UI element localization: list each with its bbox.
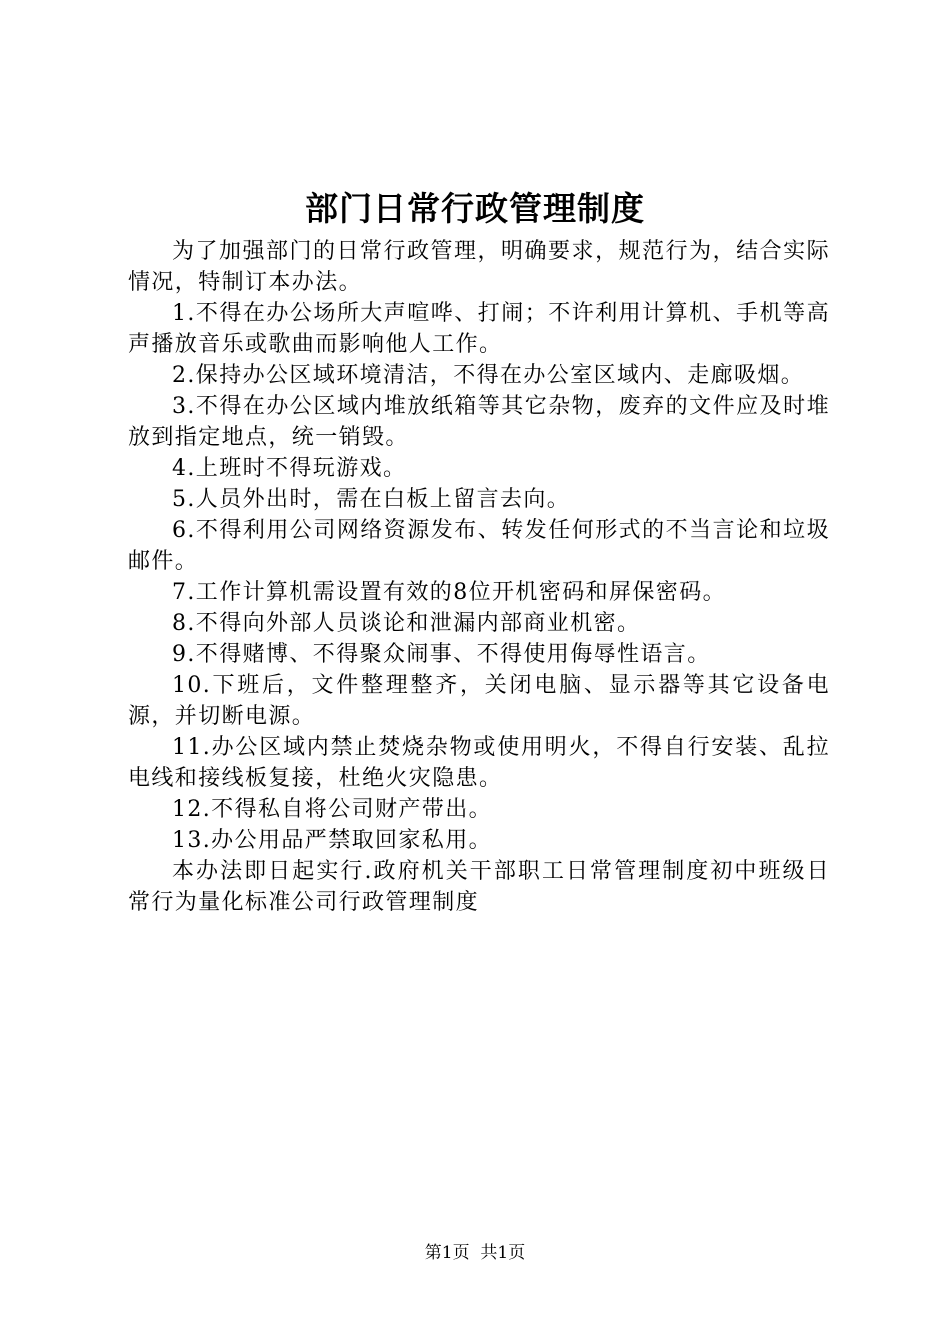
closing-paragraph: 本办法即日起实行.政府机关干部职工日常管理制度初中班级日常行为量化标准公司行政管理制度 (128, 859, 830, 915)
document-body (128, 236, 830, 918)
rule-item-13: 13.办公用品严禁取回家私用。 (172, 828, 492, 853)
rule-item-10: 10.下班后，文件整理整齐，关闭电脑、显示器等其它设备电源，并切断电源。 (128, 673, 830, 729)
rule-item-4: 4.上班时不得玩游戏。 (172, 456, 407, 481)
rule-item-12: 12.不得私自将公司财产带出。 (172, 797, 492, 822)
rule-item-11: 11.办公区域内禁止焚烧杂物或使用明火，不得自行安装、乱拉电线和接线板复接，杜绝火灾隐患。 (128, 735, 830, 791)
rule-item-8: 8.不得向外部人员谈论和泄漏内部商业机密。 (172, 611, 641, 636)
rule-item-1: 1.不得在办公场所大声喧哗、打闹；不许利用计算机、手机等高声播放音乐或歌曲而影响他人工作。 (128, 301, 830, 357)
footer-separator (470, 1243, 481, 1263)
rule-item-5: 5.人员外出时，需在白板上留言去向。 (172, 487, 571, 512)
rule-item-9: 9.不得赌博、不得聚众闹事、不得使用侮辱性语言。 (172, 642, 711, 667)
page-footer (0, 1240, 950, 1266)
rule-item-2: 2.保持办公区域环境清洁，不得在办公室区域内、走廊吸烟。 (172, 363, 805, 388)
page-total: 共1页 (480, 1243, 526, 1263)
page-number: 第1页 (424, 1243, 470, 1263)
intro-paragraph: 为了加强部门的日常行政管理，明确要求，规范行为，结合实际情况，特制订本办法。 (128, 239, 830, 295)
rule-item-6: 6.不得利用公司网络资源发布、转发任何形式的不当言论和垃圾邮件。 (128, 518, 830, 574)
rule-item-7: 7.工作计算机需设置有效的8位开机密码和屏保密码。 (172, 580, 726, 605)
rule-item-3: 3.不得在办公区域内堆放纸箱等其它杂物，废弃的文件应及时堆放到指定地点，统一销毁。 (128, 394, 830, 450)
document-title: 部门日常行政管理制度 (305, 189, 645, 228)
